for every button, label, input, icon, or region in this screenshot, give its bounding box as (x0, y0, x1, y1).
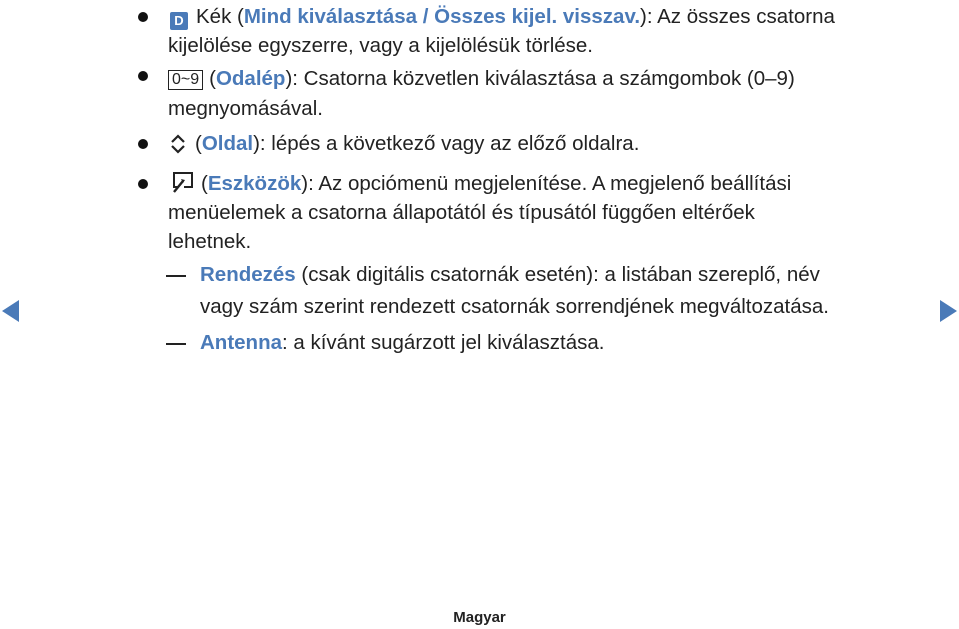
tools-icon (171, 171, 195, 195)
bullet-2-line-1 (168, 66, 795, 92)
page-option-label: Oldal (201, 132, 254, 155)
sub-item-dash (166, 275, 186, 277)
sub-item-2-suffix: : a kívánt sugárzott jel kiválasztása. (282, 331, 605, 354)
language-footer: Magyar (453, 609, 506, 626)
tools-option-label: Eszközök (207, 172, 302, 195)
bullet-1-line-1 (170, 4, 835, 30)
select-all-option-label: Mind kiválasztása / Összes kijel. visszav. (243, 5, 641, 28)
sub-item-1-suffix: (csak digitális csatornák esetén): a listában szereplő, név (295, 263, 820, 286)
bullet-4-prefix: ( (201, 172, 208, 195)
bullet-dot (138, 139, 148, 149)
bullet-1-line-2: kijelölése egyszerre, vagy a kijelölésük törlése. (168, 34, 594, 57)
sub-item-1-line-1 (200, 262, 820, 288)
bullet-2-prefix: ( (209, 67, 216, 90)
bullet-4-line-2: menüelemek a csatorna állapotától és típusától függően eltérőek (168, 201, 755, 224)
antenna-option-label: Antenna (200, 331, 282, 354)
bullet-2-suffix: ): Csatorna közvetlen kiválasztása a számgombok (0–9) (285, 67, 795, 90)
bullet-1-suffix: ): Az összes csatorna (640, 5, 835, 28)
bullet-4-line-1 (201, 171, 791, 197)
triangle-right-icon[interactable] (940, 300, 957, 322)
blue-d-button-icon: D (170, 12, 188, 30)
bullet-dot (138, 179, 148, 189)
sub-item-dash (166, 343, 186, 345)
bullet-4-suffix: ): Az opciómenü megjelenítése. A megjelenő beállítási (301, 172, 792, 195)
number-keys-button-icon: 0~9 (168, 70, 203, 90)
bullet-4-line-3: lehetnek. (168, 230, 252, 253)
bullet-3-suffix: ): lépés a következő vagy az előző oldalra. (253, 132, 640, 155)
goto-option-label: Odalép (215, 67, 286, 90)
page-up-down-icon (170, 133, 186, 155)
bullet-dot (138, 12, 148, 22)
sub-item-2-line-1 (200, 330, 604, 356)
bullet-2-line-2: megnyomásával. (168, 97, 323, 120)
sort-option-label: Rendezés (200, 263, 296, 286)
bullet-dot (138, 71, 148, 81)
bullet-1-prefix: Kék ( (196, 5, 244, 28)
sub-item-1-line-2: vagy szám szerint rendezett csatornák sorrendjének megváltozatása. (200, 295, 829, 318)
triangle-left-icon[interactable] (2, 300, 19, 322)
bullet-3-prefix: ( (195, 132, 202, 155)
bullet-3-line-1 (195, 131, 639, 157)
